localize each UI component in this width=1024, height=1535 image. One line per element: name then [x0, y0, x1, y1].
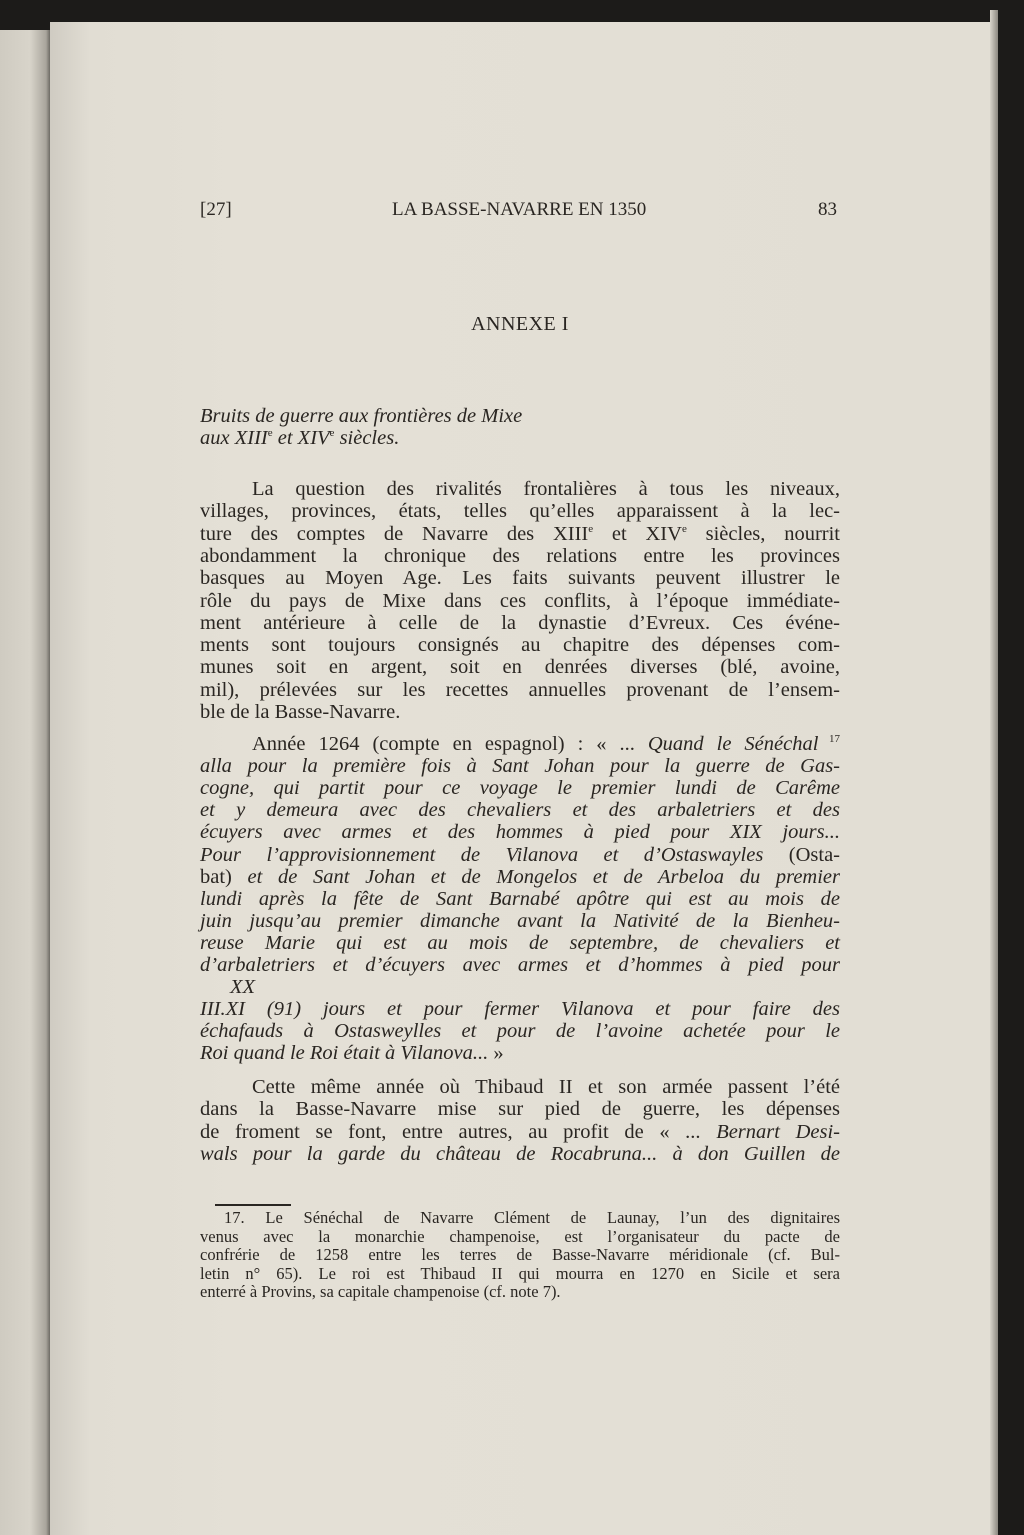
text-run: et XIV	[593, 522, 682, 545]
text-run: ture des comptes de Navarre des XIII	[200, 522, 589, 545]
text-run: abondamment la chronique des relations entre les provinces	[200, 544, 840, 567]
text-line	[200, 1020, 840, 1043]
text-run: et y demeura avec des chevaliers et des arbaletriers et des	[200, 799, 840, 822]
superscript: e	[329, 426, 335, 439]
text-run: Quand le Sénéchal	[647, 733, 819, 755]
text-line	[200, 1227, 840, 1247]
text-line	[200, 777, 840, 800]
page-number: 83	[818, 199, 837, 220]
text-line	[200, 844, 840, 867]
text-line	[200, 998, 840, 1021]
superscript: e	[267, 426, 273, 439]
text-line	[200, 910, 840, 933]
text-run: juin jusqu’au premier dimanche avant la Nativité de la Bienheu-	[200, 909, 840, 932]
text-line	[200, 932, 840, 955]
text-run: ment antérieure à celle de la dynastie d’Evreux. Ces événe-	[200, 611, 840, 634]
text-line	[200, 755, 840, 778]
text-run: Bruits de guerre aux frontières de Mixe	[200, 405, 523, 427]
text-run: alla pour la première fois à Sant Johan pour la guerre de Gas-	[200, 755, 840, 778]
text-line	[200, 590, 840, 613]
text-line	[200, 1098, 840, 1121]
text-line	[200, 427, 840, 450]
text-line	[252, 733, 840, 756]
text-line	[200, 954, 840, 977]
text-run: Pour l’approvisionnement de Vilanova et d’Ostaswayles	[200, 843, 764, 866]
text-run: mil), prélevées sur les recettes annuelles provenant de l’ensem-	[200, 678, 840, 701]
text-run: III.XI (91) jours et pour fermer Vilanova et pour faire des	[200, 998, 840, 1021]
text-line	[200, 1282, 840, 1302]
text-run: venus avec la monarchie champenoise, est l’organisateur du pacte de	[200, 1226, 840, 1246]
text-run: enterré à Provins, sa capitale champenoise (cf. note 7).	[200, 1282, 561, 1301]
text-line	[224, 1208, 840, 1228]
text-run: bat)	[200, 865, 232, 888]
superscript: e	[588, 522, 594, 535]
text-line	[230, 976, 840, 999]
running-title: LA BASSE-NAVARRE EN 1350	[392, 199, 647, 220]
text-run: basques au Moyen Age. Les faits suivants peuvent illustrer le	[200, 567, 840, 590]
text-run: aux XIII	[200, 426, 268, 449]
text-line	[200, 612, 840, 635]
text-run: lundi après la fête de Sant Barnabé apôtre qui est au mois de	[200, 887, 840, 910]
text-run: siècles.	[334, 426, 400, 449]
text-line	[200, 523, 840, 546]
text-run: Bernart Desi-	[716, 1120, 840, 1143]
text-line	[200, 679, 840, 702]
text-run: ble de la Basse-Navarre.	[200, 701, 401, 723]
text-run: d’arbaletriers et d’écuyers avec armes et d’hommes à pied pour	[200, 954, 840, 976]
text-run: villages, provinces, états, telles qu’elles apparaissent à la lec-	[200, 500, 840, 523]
text-run: letin n° 65). Le roi est Thibaud II qui mourra en 1270 en Sicile et sera	[200, 1263, 840, 1283]
text-line	[200, 545, 840, 568]
text-run: munes soit en argent, soit en denrées diverses (blé, avoine,	[200, 656, 840, 679]
text-line	[200, 567, 840, 590]
text-line	[200, 405, 840, 428]
text-line	[200, 656, 840, 679]
text-run: 17. Le Sénéchal de Navarre Clément de Launay, l’un des dignitaires	[224, 1208, 840, 1227]
text-line	[200, 1264, 840, 1284]
text-line	[200, 1245, 840, 1265]
footnote-separator	[215, 1204, 291, 1206]
header-section-number: [27]	[200, 199, 232, 220]
superscript: 17	[818, 733, 840, 745]
text-line	[200, 634, 840, 657]
text-run: La question des rivalités frontalières à tous les niveaux,	[252, 478, 840, 500]
text-run: Roi quand le Roi était à Vilanova...	[200, 1042, 489, 1065]
text-line	[200, 799, 840, 822]
text-run: et de Sant Johan et de Mongelos et de Arbeloa du premier	[231, 865, 840, 888]
text-run: Année 1264 (compte en espagnol) : « ...	[252, 733, 648, 755]
text-run: de froment se font, entre autres, au profit de « ...	[200, 1120, 717, 1143]
text-run: (Osta-	[763, 843, 840, 866]
text-line	[200, 500, 840, 523]
text-run: confrérie de 1258 entre les terres de Basse-Navarre méridionale (cf. Bul-	[200, 1245, 840, 1264]
text-run: et XIV	[272, 426, 330, 449]
text-line	[200, 1042, 840, 1065]
text-line	[200, 1143, 840, 1166]
text-run: Cette même année où Thibaud II et son armée passent l’été	[252, 1076, 840, 1098]
page-edge	[990, 10, 998, 1535]
text-run: cogne, qui partit pour ce voyage le premier lundi de Carême	[200, 777, 840, 800]
facing-page-edge	[0, 30, 50, 1535]
annexe-heading: ANNEXE I	[471, 313, 569, 335]
text-line	[252, 1076, 840, 1099]
text-run: écuyers avec armes et des hommes à pied pour XIX jours...	[200, 821, 840, 844]
text-line	[200, 701, 840, 724]
text-run: siècles, nourrit	[686, 522, 840, 545]
text-run: reuse Marie qui est au mois de septembre, de chevaliers et	[200, 931, 840, 954]
text-run: échafauds à Ostasweylles et pour de l’avoine achetée pour le	[200, 1020, 840, 1043]
text-run: dans la Basse-Navarre mise sur pied de guerre, les dépenses	[200, 1098, 840, 1121]
text-run: ments sont toujours consignés au chapitre des dépenses com-	[200, 634, 840, 657]
text-line	[200, 866, 840, 889]
text-line	[200, 888, 840, 911]
text-run: »	[488, 1042, 504, 1065]
text-line	[200, 821, 840, 844]
text-line	[252, 478, 840, 501]
text-run: XX	[230, 976, 256, 999]
superscript: e	[681, 522, 687, 535]
text-run: wals pour la garde du château de Rocabruna... à don Guillen de	[200, 1142, 840, 1165]
text-line	[200, 1121, 840, 1144]
text-run: rôle du pays de Mixe dans ces conflits, à l’époque immédiate-	[200, 589, 840, 612]
